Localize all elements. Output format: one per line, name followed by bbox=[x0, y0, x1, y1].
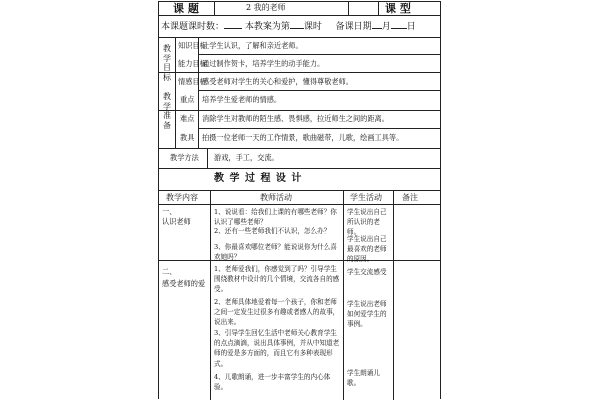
rule-header bbox=[158, 15, 441, 16]
lesson-title: 2 我的老师 bbox=[246, 3, 286, 12]
teacher-activity-2-2: 2、老师具体地爱着每一个孩子，你和老师之间一定发生过很多有趣或者感人的故事，说出来。 bbox=[214, 298, 340, 327]
plan-blank bbox=[290, 28, 304, 29]
teacher-activity-1-1: 1、说说看：给我们上课的有哪些老师？你认识了哪些老师？ bbox=[214, 208, 337, 227]
student-activity-2-1: 学生交流感受 bbox=[347, 268, 387, 276]
rule-right bbox=[440, 1, 441, 399]
prep-label-tools: 教具 bbox=[180, 133, 195, 142]
prep-label-difficulty: 难点 bbox=[180, 114, 195, 123]
col-header-teacher: 教师活动 bbox=[260, 193, 292, 202]
prep-text-key: 培养学生爱老师的情感。 bbox=[202, 95, 282, 104]
date-day: 日 bbox=[406, 22, 416, 32]
preparation-section-label: 教学准备 bbox=[163, 92, 171, 130]
objectives-section-label: 教学目标 bbox=[163, 44, 171, 82]
prep-text-tools: 拍摄一位老师一天的工作情景，歌曲磁带，儿歌，绘画工具等。 bbox=[202, 133, 404, 142]
methods-label: 教学方法 bbox=[170, 153, 199, 162]
lesson-label: 课 题 bbox=[173, 2, 199, 15]
rule-info bbox=[158, 37, 441, 38]
date-month: 月 bbox=[381, 22, 391, 32]
content-title-1: 认识老师 bbox=[162, 217, 191, 226]
hours-blank bbox=[224, 28, 242, 29]
objective-label-ability: 能力目标 bbox=[178, 59, 207, 68]
content-title-2: 感受老师的爱 bbox=[162, 279, 206, 288]
student-activity-1-1: 学生说出自己所认识的老师。 bbox=[347, 208, 387, 237]
teacher-activity-2-1: 1、老师爱我们，你感觉到了吗？引导学生围绕教材中设计的几个情境，交流各自的感受。 bbox=[214, 265, 340, 294]
date-label: 备课日期 bbox=[335, 22, 372, 32]
teacher-activity-1-3: 3、你最喜欢哪位老师？能说说你为什么喜欢她吗？ bbox=[214, 243, 337, 262]
content-number-2: 二、 bbox=[162, 267, 177, 276]
plan-unit: 课时 bbox=[303, 22, 322, 32]
rule-left bbox=[158, 1, 159, 399]
col-header-notes: 备注 bbox=[402, 193, 418, 202]
methods-text: 游戏，手工，交流。 bbox=[214, 153, 279, 162]
type-label: 课 型 bbox=[385, 2, 411, 15]
plan-label: 本教案为第 bbox=[244, 22, 290, 32]
student-activity-2-3: 学生朗诵儿歌。 bbox=[347, 369, 380, 388]
student-activity-1-2: 学生说出自己最喜欢的老师的原因。 bbox=[347, 235, 387, 264]
process-title: 教 学 过 程 设 计 bbox=[214, 173, 303, 184]
objective-text-ability: 通过制作贺卡，培养学生的动手能力。 bbox=[202, 59, 325, 68]
objective-label-knowledge: 知识目标 bbox=[178, 41, 207, 50]
teacher-activity-1-2: 2、还有一些老师我们不认识，怎么办？ bbox=[214, 227, 331, 235]
col-header-content: 教学内容 bbox=[166, 193, 198, 202]
prep-text-difficulty: 消除学生对教师的陌生感、畏惧感，拉近师生之间的距离。 bbox=[202, 114, 389, 123]
objective-label-emotion: 情感目标 bbox=[178, 77, 207, 86]
content-number-1: 一、 bbox=[162, 207, 177, 216]
prep-label-key: 重点 bbox=[180, 95, 195, 104]
hours-label: 本课题课时数： bbox=[161, 22, 225, 32]
objective-text-knowledge: 让学生认识，了解和亲近老师。 bbox=[202, 41, 303, 50]
teacher-activity-2-4: 4、儿歌朗诵，进一步丰富学生的内心体验。 bbox=[214, 373, 331, 392]
col-header-student: 学生活动 bbox=[350, 193, 382, 202]
student-activity-2-2: 学生说出老师如何爱学生的事例。 bbox=[347, 300, 387, 329]
objective-text-emotion: 感受老师对学生的关心和爱护，懂得尊敬老师。 bbox=[202, 77, 353, 86]
info-row bbox=[161, 23, 416, 32]
teacher-activity-2-3: 3、引导学生回忆生活中老师关心教育学生的点点滴滴，说出具体事例，并从中知道老师的爱是多方面的，而且它有多种表现形式。 bbox=[214, 329, 340, 368]
